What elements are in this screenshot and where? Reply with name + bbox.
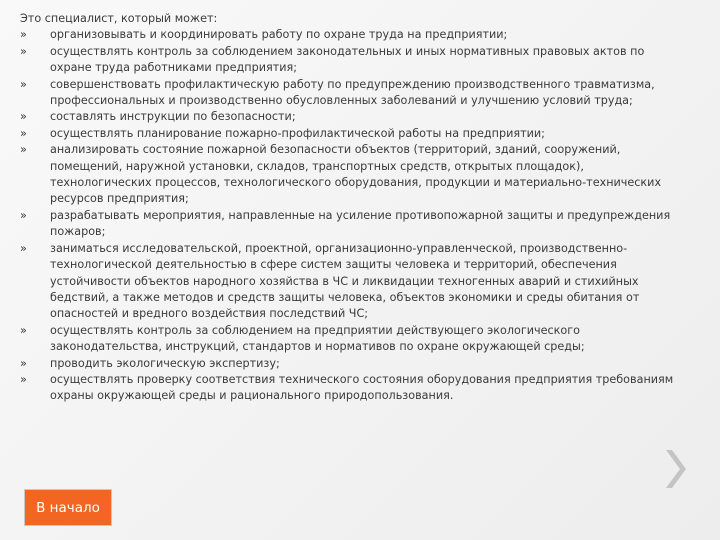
list-item-text: составлять инструкции по безопасности; — [50, 110, 296, 124]
list-item-text: совершенствовать профилактическую работу по предупреждению производственного травматизма, профессиональных и производственно обусловленных заболеваний и улучшению условий труда; — [50, 77, 655, 108]
list-item-text: осуществлять планирование пожарно-профилактической работы на предприятии; — [50, 126, 545, 140]
capability-list — [20, 27, 686, 404]
list-item-text: осуществлять контроль за соблюдением законодательных и иных нормативных правовых актов по охране труда работниками предприятия; — [50, 44, 645, 75]
bullet-marker: » — [20, 28, 27, 42]
list-item — [20, 208, 686, 241]
bullet-marker: » — [20, 208, 27, 222]
list-item — [20, 323, 686, 356]
bullet-marker: » — [20, 241, 27, 255]
list-item-text: анализировать состояние пожарной безопасности объектов (территорий, зданий, сооружений, помещений, наружной установки, складов, транспортных средств, открытых площадок), технологических процессов, технологического оборудования, продукции и материально-технических ресурсов предприятия; — [50, 143, 662, 206]
list-item — [20, 27, 686, 43]
chevron-right-icon[interactable] — [660, 446, 690, 492]
list-item-text: организовывать и координировать работу по охране труда на предприятии; — [50, 28, 508, 42]
home-button[interactable]: В начало — [24, 489, 112, 526]
chevron-right-icon-shape — [666, 450, 686, 488]
list-item — [20, 77, 686, 110]
bullet-marker: » — [20, 126, 27, 140]
list-item — [20, 241, 686, 323]
bullet-marker: » — [20, 323, 27, 337]
list-item — [20, 372, 686, 405]
list-item-text: проводить экологическую экспертизу; — [50, 356, 280, 370]
list-item — [20, 142, 686, 208]
list-item-text: осуществлять проверку соответствия технического состояния оборудования предприятия требованиям охраны окружающей среды и рационального природопользования. — [50, 372, 674, 403]
list-item-text: осуществлять контроль за соблюдением на предприятии действующего экологического законодательства, инструкций, стандартов и нормативов по охране окружающей среды; — [50, 323, 585, 354]
bullet-marker: » — [20, 44, 27, 58]
bullet-marker: » — [20, 110, 27, 124]
bullet-marker: » — [20, 77, 27, 91]
bullet-marker: » — [20, 372, 27, 386]
list-item — [20, 126, 686, 142]
list-item — [20, 44, 686, 77]
slide-content — [20, 11, 686, 405]
slide-heading: Это специалист, который может: — [20, 12, 218, 25]
list-item-text: заниматься исследовательской, проектной, организационно-управленческой, производственно-технологической деятельностью в сфере систем защиты человека и территорий, обеспечения устойчивости объектов народного хозяйства в ЧС и ликвидации техногенных аварий и стихийных бедствий, а также методов и средств защиты человека, объектов экономики и среды обитания от опасностей и вредного воздействия последствий ЧС; — [50, 241, 640, 321]
bullet-marker: » — [20, 143, 27, 157]
list-item — [20, 356, 686, 372]
list-item — [20, 109, 686, 125]
bullet-marker: » — [20, 356, 27, 370]
list-item-text: разрабатывать мероприятия, направленные на усиление противопожарной защиты и предупреждения пожаров; — [50, 208, 671, 239]
